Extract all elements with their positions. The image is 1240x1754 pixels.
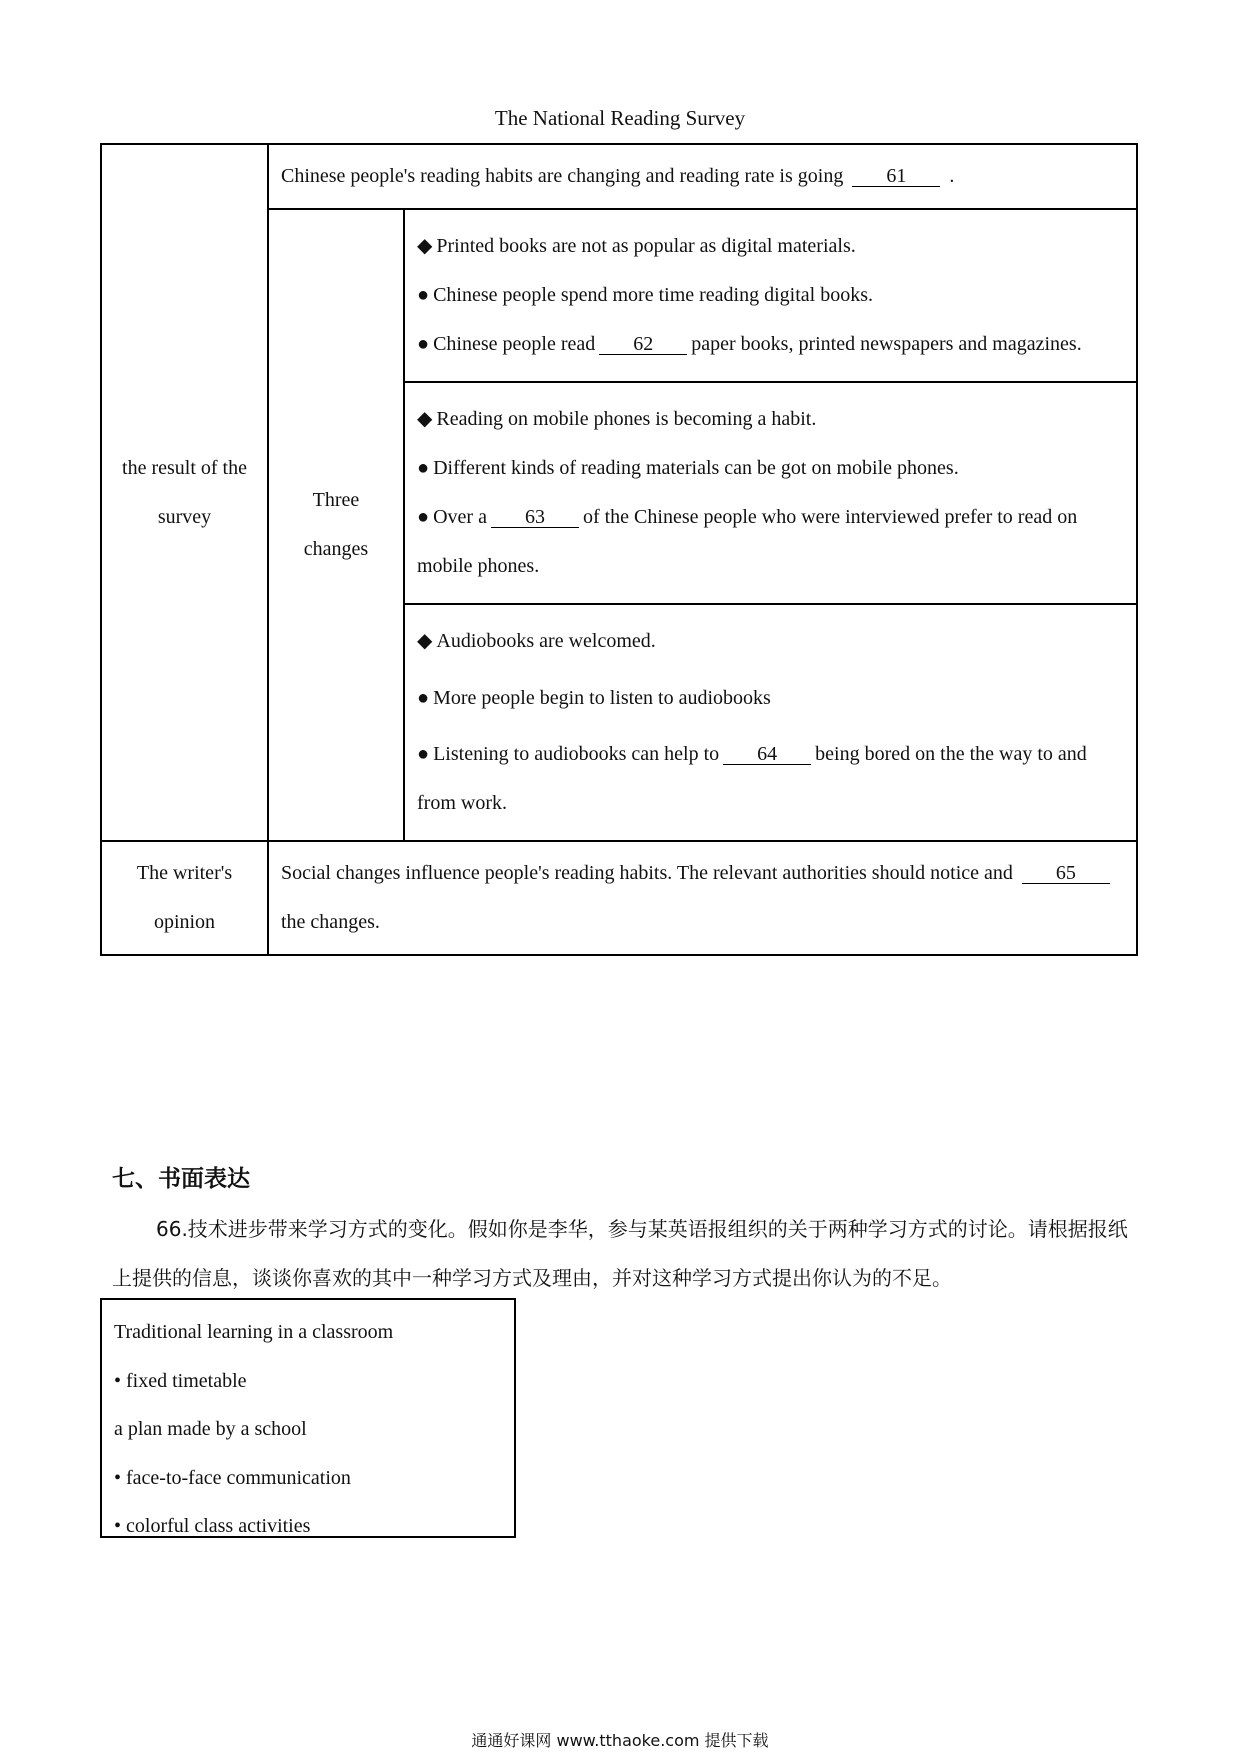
intro-text: Chinese people's reading habits are changing and reading rate is going (281, 165, 844, 187)
opinion-label-cell (101, 841, 268, 955)
intro-cell (268, 144, 1137, 209)
bullet-dot-icon: • (114, 1369, 122, 1392)
change-detail: ● Chinese people read 62 paper books, printed newspapers and magazines. (417, 320, 1126, 369)
table-row (101, 144, 1137, 209)
bullet-dot-icon: ● (417, 457, 430, 479)
list-item: • face-to-face communication (114, 1466, 351, 1489)
answer-blank-64: 64 (723, 744, 811, 765)
change-detail: ● Listening to audiobooks can help to 64 being bored on the the way to and from work. (417, 730, 1126, 828)
opinion-end: the changes. (281, 911, 380, 933)
opinion-cell (268, 841, 1137, 955)
diamond-icon: ◆ (417, 630, 433, 652)
change-group-3 (404, 604, 1137, 841)
change-detail: ● Over a 63 of the Chinese people who were interviewed prefer to read on mobile phones. (417, 493, 1126, 591)
table-row (101, 841, 1137, 955)
bullet-dot-icon: ● (417, 333, 430, 355)
bullet-dot-icon: • (114, 1466, 122, 1489)
result-label-cell (101, 144, 268, 841)
writing-prompt: 66.技术进步带来学习方式的变化。假如你是李华，参与某英语报组织的关于两种学习方式的讨论。请根据报纸上提供的信息，谈谈你喜欢的其中一种学习方式及理由，并对这种学习方式提出你认为的不足。 (112, 1217, 1128, 1290)
bullet-dot-icon: ● (417, 743, 430, 765)
diamond-icon: ◆ (417, 408, 433, 430)
answer-blank-65: 65 (1022, 863, 1110, 884)
answer-blank-62: 62 (599, 334, 687, 355)
changes-label-cell (268, 209, 404, 841)
bullet-dot-icon: ● (417, 687, 430, 709)
change-detail: ● Different kinds of reading materials can be got on mobile phones. (417, 444, 1126, 493)
change-headline: ◆ Reading on mobile phones is becoming a habit. (417, 395, 1126, 444)
survey-table (100, 143, 1138, 956)
list-item: a plan made by a school (114, 1418, 307, 1440)
opinion-label: The writer's opinion (136, 862, 233, 933)
intro-end: . (949, 165, 955, 187)
change-detail: ● Chinese people spend more time reading digital books. (417, 271, 1126, 320)
change-headline: ◆ Printed books are not as popular as digital materials. (417, 222, 1126, 271)
opinion-text: Social changes influence people's reading habits. The relevant authorities should notice and (281, 862, 1013, 884)
bullet-dot-icon: • (114, 1515, 122, 1537)
page-footer: 通通好课网 www.tthaoke.com 提供下载 (471, 1731, 769, 1750)
learning-info-box (100, 1298, 516, 1538)
survey-title: The National Reading Survey (494, 106, 746, 130)
change-headline: ◆ Audiobooks are welcomed. (417, 617, 1126, 666)
result-label: the result of the survey (122, 456, 247, 528)
answer-blank-61: 61 (852, 166, 940, 187)
change-group-1 (404, 209, 1137, 382)
bullet-dot-icon: ● (417, 284, 430, 306)
answer-blank-63: 63 (491, 507, 579, 528)
section-heading: 七、书面表达 (112, 1166, 250, 1192)
learning-box-title: Traditional learning in a classroom (114, 1321, 394, 1343)
change-group-2 (404, 382, 1137, 604)
diamond-icon: ◆ (417, 235, 433, 257)
change-detail: ● More people begin to listen to audiobooks (417, 666, 1126, 730)
list-item: • colorful class activities (114, 1515, 311, 1537)
bullet-dot-icon: ● (417, 506, 430, 528)
changes-label: Three changes (303, 489, 369, 560)
list-item: • fixed timetable (114, 1369, 247, 1392)
